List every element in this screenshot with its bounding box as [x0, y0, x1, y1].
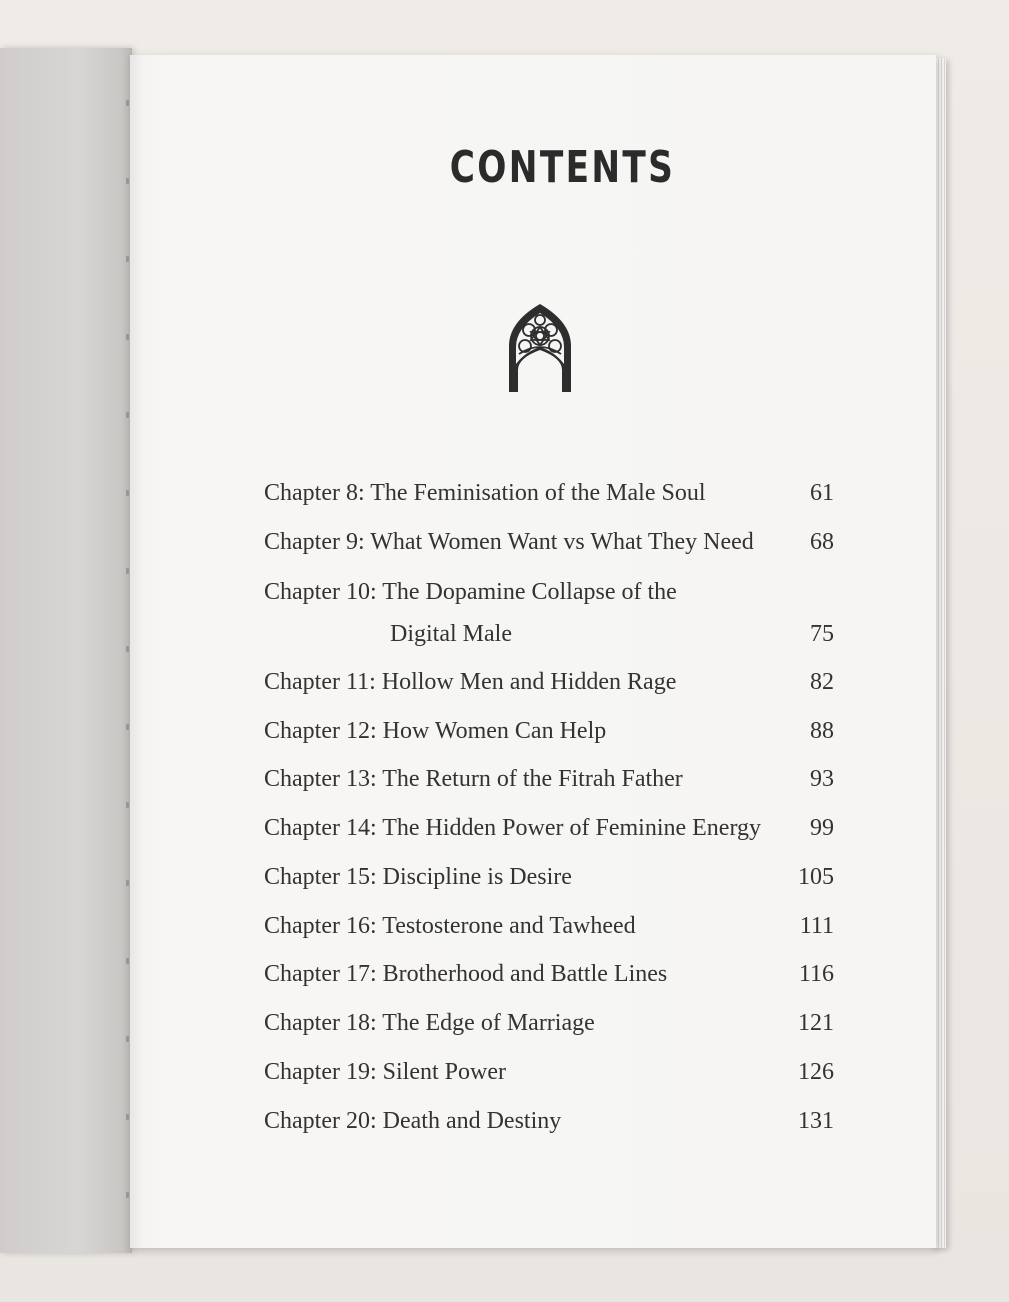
binding-stitch — [126, 880, 129, 886]
binding-stitch — [126, 490, 129, 496]
toc-chapter-title: Chapter 12: How Women Can Help — [264, 718, 607, 744]
binding-stitch — [126, 256, 129, 262]
toc-entry[interactable] — [264, 811, 834, 845]
toc-entry[interactable] — [264, 909, 834, 943]
toc-chapter-title: Chapter 15: Discipline is Desire — [264, 864, 572, 890]
toc-page-number: 82 — [810, 669, 834, 695]
toc-chapter-title: Chapter 8: The Feminisation of the Male Soul — [264, 480, 706, 506]
toc-entry[interactable] — [264, 525, 834, 559]
toc-chapter-title: Chapter 9: What Women Want vs What They Need — [264, 529, 754, 555]
arch-lattice-icon — [505, 300, 575, 394]
toc-page-number: 75 — [810, 621, 834, 647]
toc-chapter-title: Chapter 16: Testosterone and Tawheed — [264, 913, 636, 939]
toc-entry-continuation[interactable] — [264, 617, 834, 651]
toc-chapter-title: Chapter 10: The Dopamine Collapse of the — [264, 579, 677, 605]
toc-chapter-title: Chapter 18: The Edge of Marriage — [264, 1010, 595, 1036]
binding-stitch — [126, 412, 129, 418]
binding-stitch — [126, 958, 129, 964]
toc-entry[interactable] — [264, 957, 834, 991]
toc-page-number: 93 — [810, 766, 834, 792]
toc-chapter-title: Chapter 20: Death and Destiny — [264, 1108, 562, 1134]
binding-stitch — [126, 178, 129, 184]
toc-page-number: 68 — [810, 529, 834, 555]
toc-chapter-title: Chapter 17: Brotherhood and Battle Lines — [264, 961, 668, 987]
toc-page-number: 116 — [798, 961, 834, 987]
left-page — [0, 48, 132, 1253]
binding-stitch — [126, 1036, 129, 1042]
toc-entry[interactable] — [264, 476, 834, 510]
toc-chapter-title: Chapter 19: Silent Power — [264, 1059, 506, 1085]
toc-page-number: 105 — [798, 864, 834, 890]
toc-entry[interactable] — [264, 762, 834, 796]
toc-chapter-title: Chapter 13: The Return of the Fitrah Father — [264, 766, 683, 792]
toc-page-number: 131 — [798, 1108, 834, 1134]
toc-entry[interactable] — [264, 665, 834, 699]
toc-chapter-title: Chapter 14: The Hidden Power of Feminine Energy — [264, 815, 762, 841]
binding-stitch — [126, 334, 129, 340]
toc-entry[interactable] — [264, 1104, 834, 1138]
toc-entry[interactable] — [264, 1055, 834, 1089]
binding-stitch — [126, 568, 129, 574]
binding-stitch — [126, 802, 129, 808]
toc-entry[interactable] — [264, 860, 834, 894]
toc-page-number: 111 — [799, 913, 834, 939]
toc-entry[interactable] — [264, 575, 834, 609]
toc-page-number: 121 — [798, 1010, 834, 1036]
toc-page-number: 88 — [810, 718, 834, 744]
binding-stitch — [126, 100, 129, 106]
toc-chapter-title: Chapter 11: Hollow Men and Hidden Rage — [264, 669, 677, 695]
binding-stitch — [126, 1114, 129, 1120]
binding-stitch — [126, 646, 129, 652]
binding-stitch — [126, 1192, 129, 1198]
page-title: CONTENTS — [449, 142, 676, 193]
toc-page-number: 61 — [810, 480, 834, 506]
toc-entry[interactable] — [264, 714, 834, 748]
binding-stitch — [126, 724, 129, 730]
toc-page-number: 126 — [798, 1059, 834, 1085]
toc-page-number: 99 — [810, 815, 834, 841]
toc-chapter-title-continuation: Digital Male — [390, 621, 512, 647]
toc-entry[interactable] — [264, 1006, 834, 1040]
